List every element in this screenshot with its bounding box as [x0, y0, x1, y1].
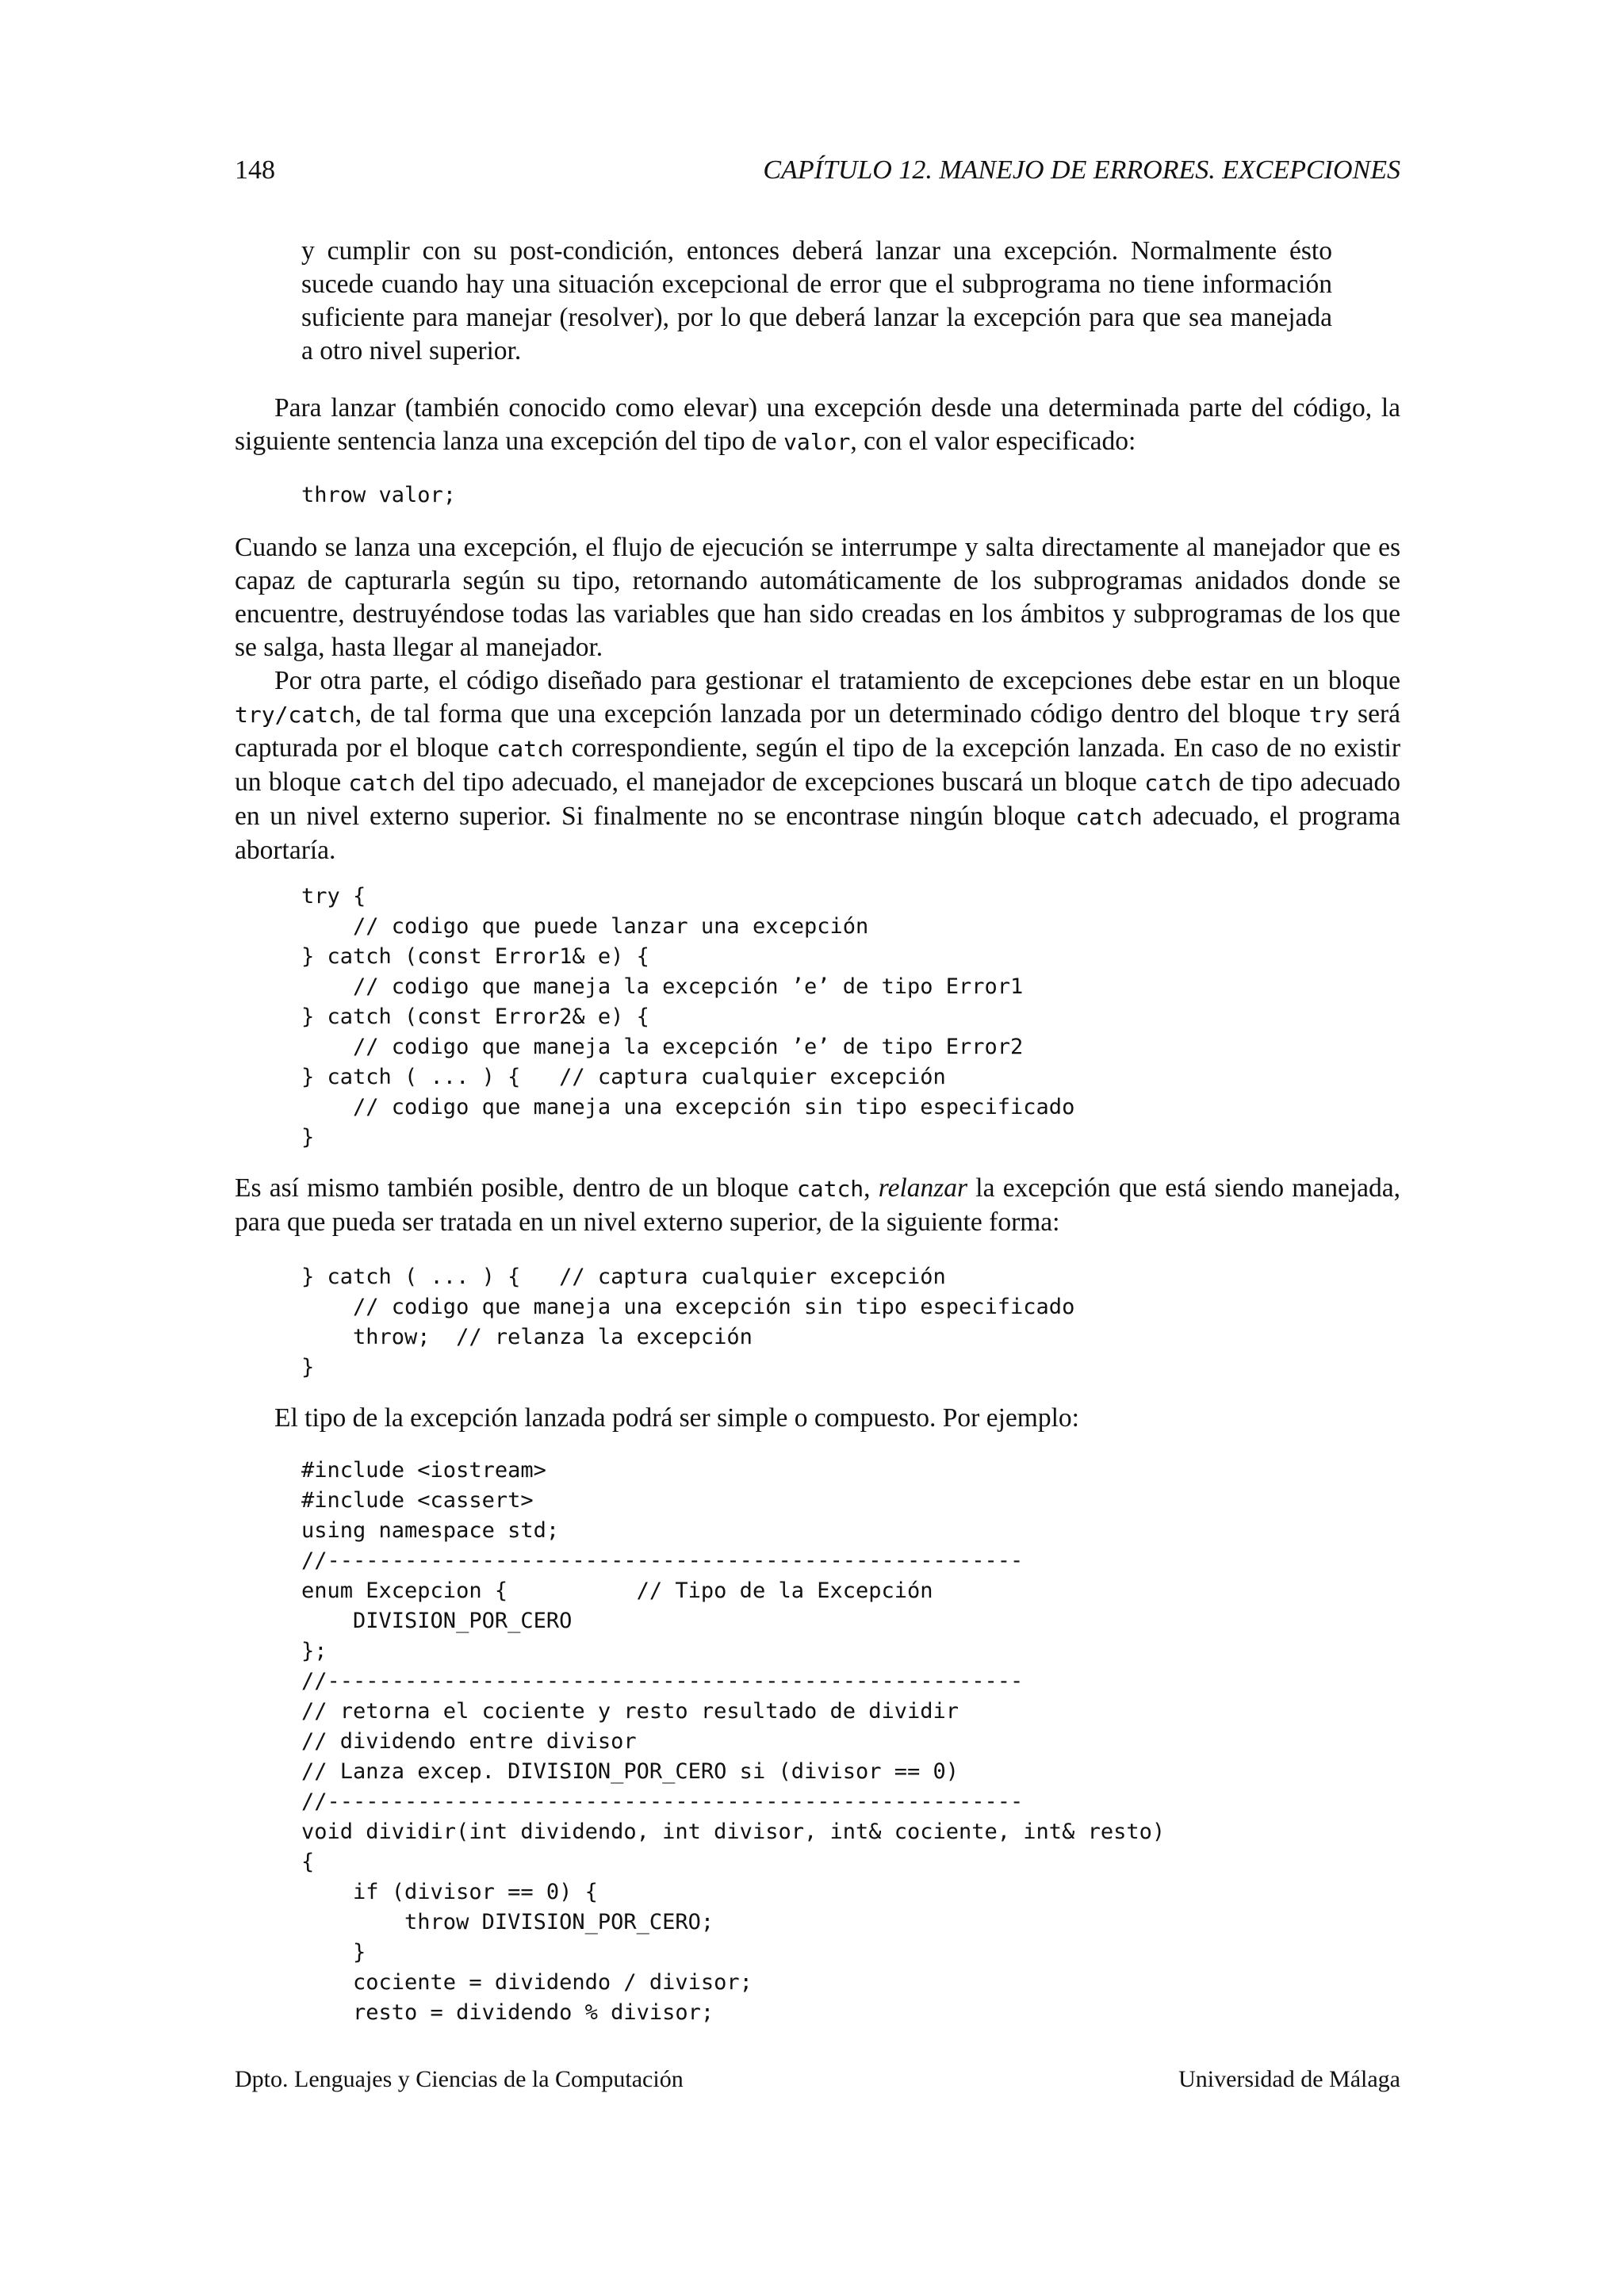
code-block-try-catch: try { // codigo que puede lanzar una excepción } catch (const Error1& e) { // codigo que maneja la excepción ’e’ de tipo Error1 } catch (const Error2& e) { // codigo que maneja la excepción ’e’ de tipo Error2 } catch ( ... ) { // captura cualquier excepción // codigo que maneja una excepción sin tipo especificado } [301, 884, 1075, 1150]
paragraph-rethrow [235, 1172, 1400, 1239]
code-block-throw: throw valor; [301, 483, 457, 507]
text-segment: correspondiente, según el tipo de la excepción lanzada. En caso de no existir un bloque [235, 733, 1400, 797]
text-segment: será capturada por el bloque [235, 699, 1400, 763]
emphasis-text: relanzar [878, 1173, 968, 1203]
text-segment: la excepción que está siendo manejada, para que pueda ser tratada en un nivel externo superior, de la siguiente forma: [235, 1173, 1401, 1237]
page-header [235, 155, 1400, 193]
text-segment: Para lanzar (también conocido como elevar) una excepción desde una determinada parte del código, la siguiente sentencia lanza una excepción del tipo de [235, 393, 1400, 456]
text-segment: Por otra parte, el código diseñado para gestionar el tratamiento de excepciones debe estar en un bloque [274, 666, 1400, 695]
paragraph-try-catch [235, 664, 1400, 867]
chapter-title: CAPÍTULO 12. MANEJO DE ERRORES. EXCEPCIONES [763, 155, 1400, 185]
quote-paragraph: y cumplir con su post-condición, entonces deberá lanzar una excepción. Normalmente ésto sucede cuando hay una situación excepcional de error que el subprograma no tiene información suficiente para manejar (resolver), por lo que deberá lanzar la excepción para que sea manejada a otro nivel superior. [301, 236, 1332, 365]
inline-code: catch [496, 736, 564, 762]
inline-code: try/catch [235, 702, 355, 728]
text-segment: adecuado, el programa abortaría. [235, 802, 1400, 865]
text-segment: , [864, 1173, 879, 1203]
code-block-rethrow: } catch ( ... ) { // captura cualquier excepción // codigo que maneja una excepción sin tipo especificado throw; // relanza la excepción } [301, 1265, 1075, 1380]
text-segment: , con el valor especificado: [850, 427, 1136, 456]
inline-code: try [1308, 702, 1350, 728]
page-footer [235, 2066, 1400, 2101]
inline-code: catch [796, 1176, 864, 1202]
text-segment: de tipo adecuado en un nivel externo superior. Si finalmente no se encontrase ningún bloque [235, 767, 1400, 831]
inline-code: catch [348, 770, 416, 796]
footer-department: Dpto. Lenguajes y Ciencias de la Computación [235, 2066, 684, 2092]
text-segment: Es así mismo también posible, dentro de un bloque [235, 1173, 797, 1203]
footer-university: Universidad de Málaga [1178, 2066, 1400, 2092]
paragraph-throw-intro [235, 392, 1400, 459]
code-block-example: #include <iostream> #include <cassert> using namespace std; //------------------------------------------------------ enum Excepcion { // Tipo de la Excepción DIVISION_POR_CERO }; //------------------------------------------------------ // retorna el cociente y resto resultado de dividir // dividendo entre divisor // Lanza excep. DIVISION_POR_CERO si (divisor == 0) //------------------------------------------------------ void dividir(int dividendo, int divisor, int& cociente, int& resto) { if (divisor == 0) { throw DIVISION_POR_CERO; } cociente = dividendo / divisor; resto = dividendo % divisor; [301, 1458, 1166, 2025]
text-segment: del tipo adecuado, el manejador de excepciones buscará un bloque [415, 767, 1145, 797]
inline-code: catch [1144, 770, 1212, 796]
paragraph-throw-flow: Cuando se lanza una excepción, el flujo de ejecución se interrumpe y salta directamente al manejador que es capaz de capturarla según su tipo, retornando automáticamente de los subprogramas anidados donde se encuentre, destruyéndose todas las variables que han sido creadas en los ámbitos y subprogramas de los que se salga, hasta llegar al manejador. [235, 533, 1400, 662]
page-number: 148 [235, 155, 275, 185]
inline-code: catch [1075, 804, 1143, 830]
inline-code: valor [783, 429, 851, 455]
text-segment: , de tal forma que una excepción lanzada por un determinado código dentro del bloque [354, 699, 1309, 729]
paragraph-example-intro: El tipo de la excepción lanzada podrá ser simple o compuesto. Por ejemplo: [274, 1403, 1079, 1433]
